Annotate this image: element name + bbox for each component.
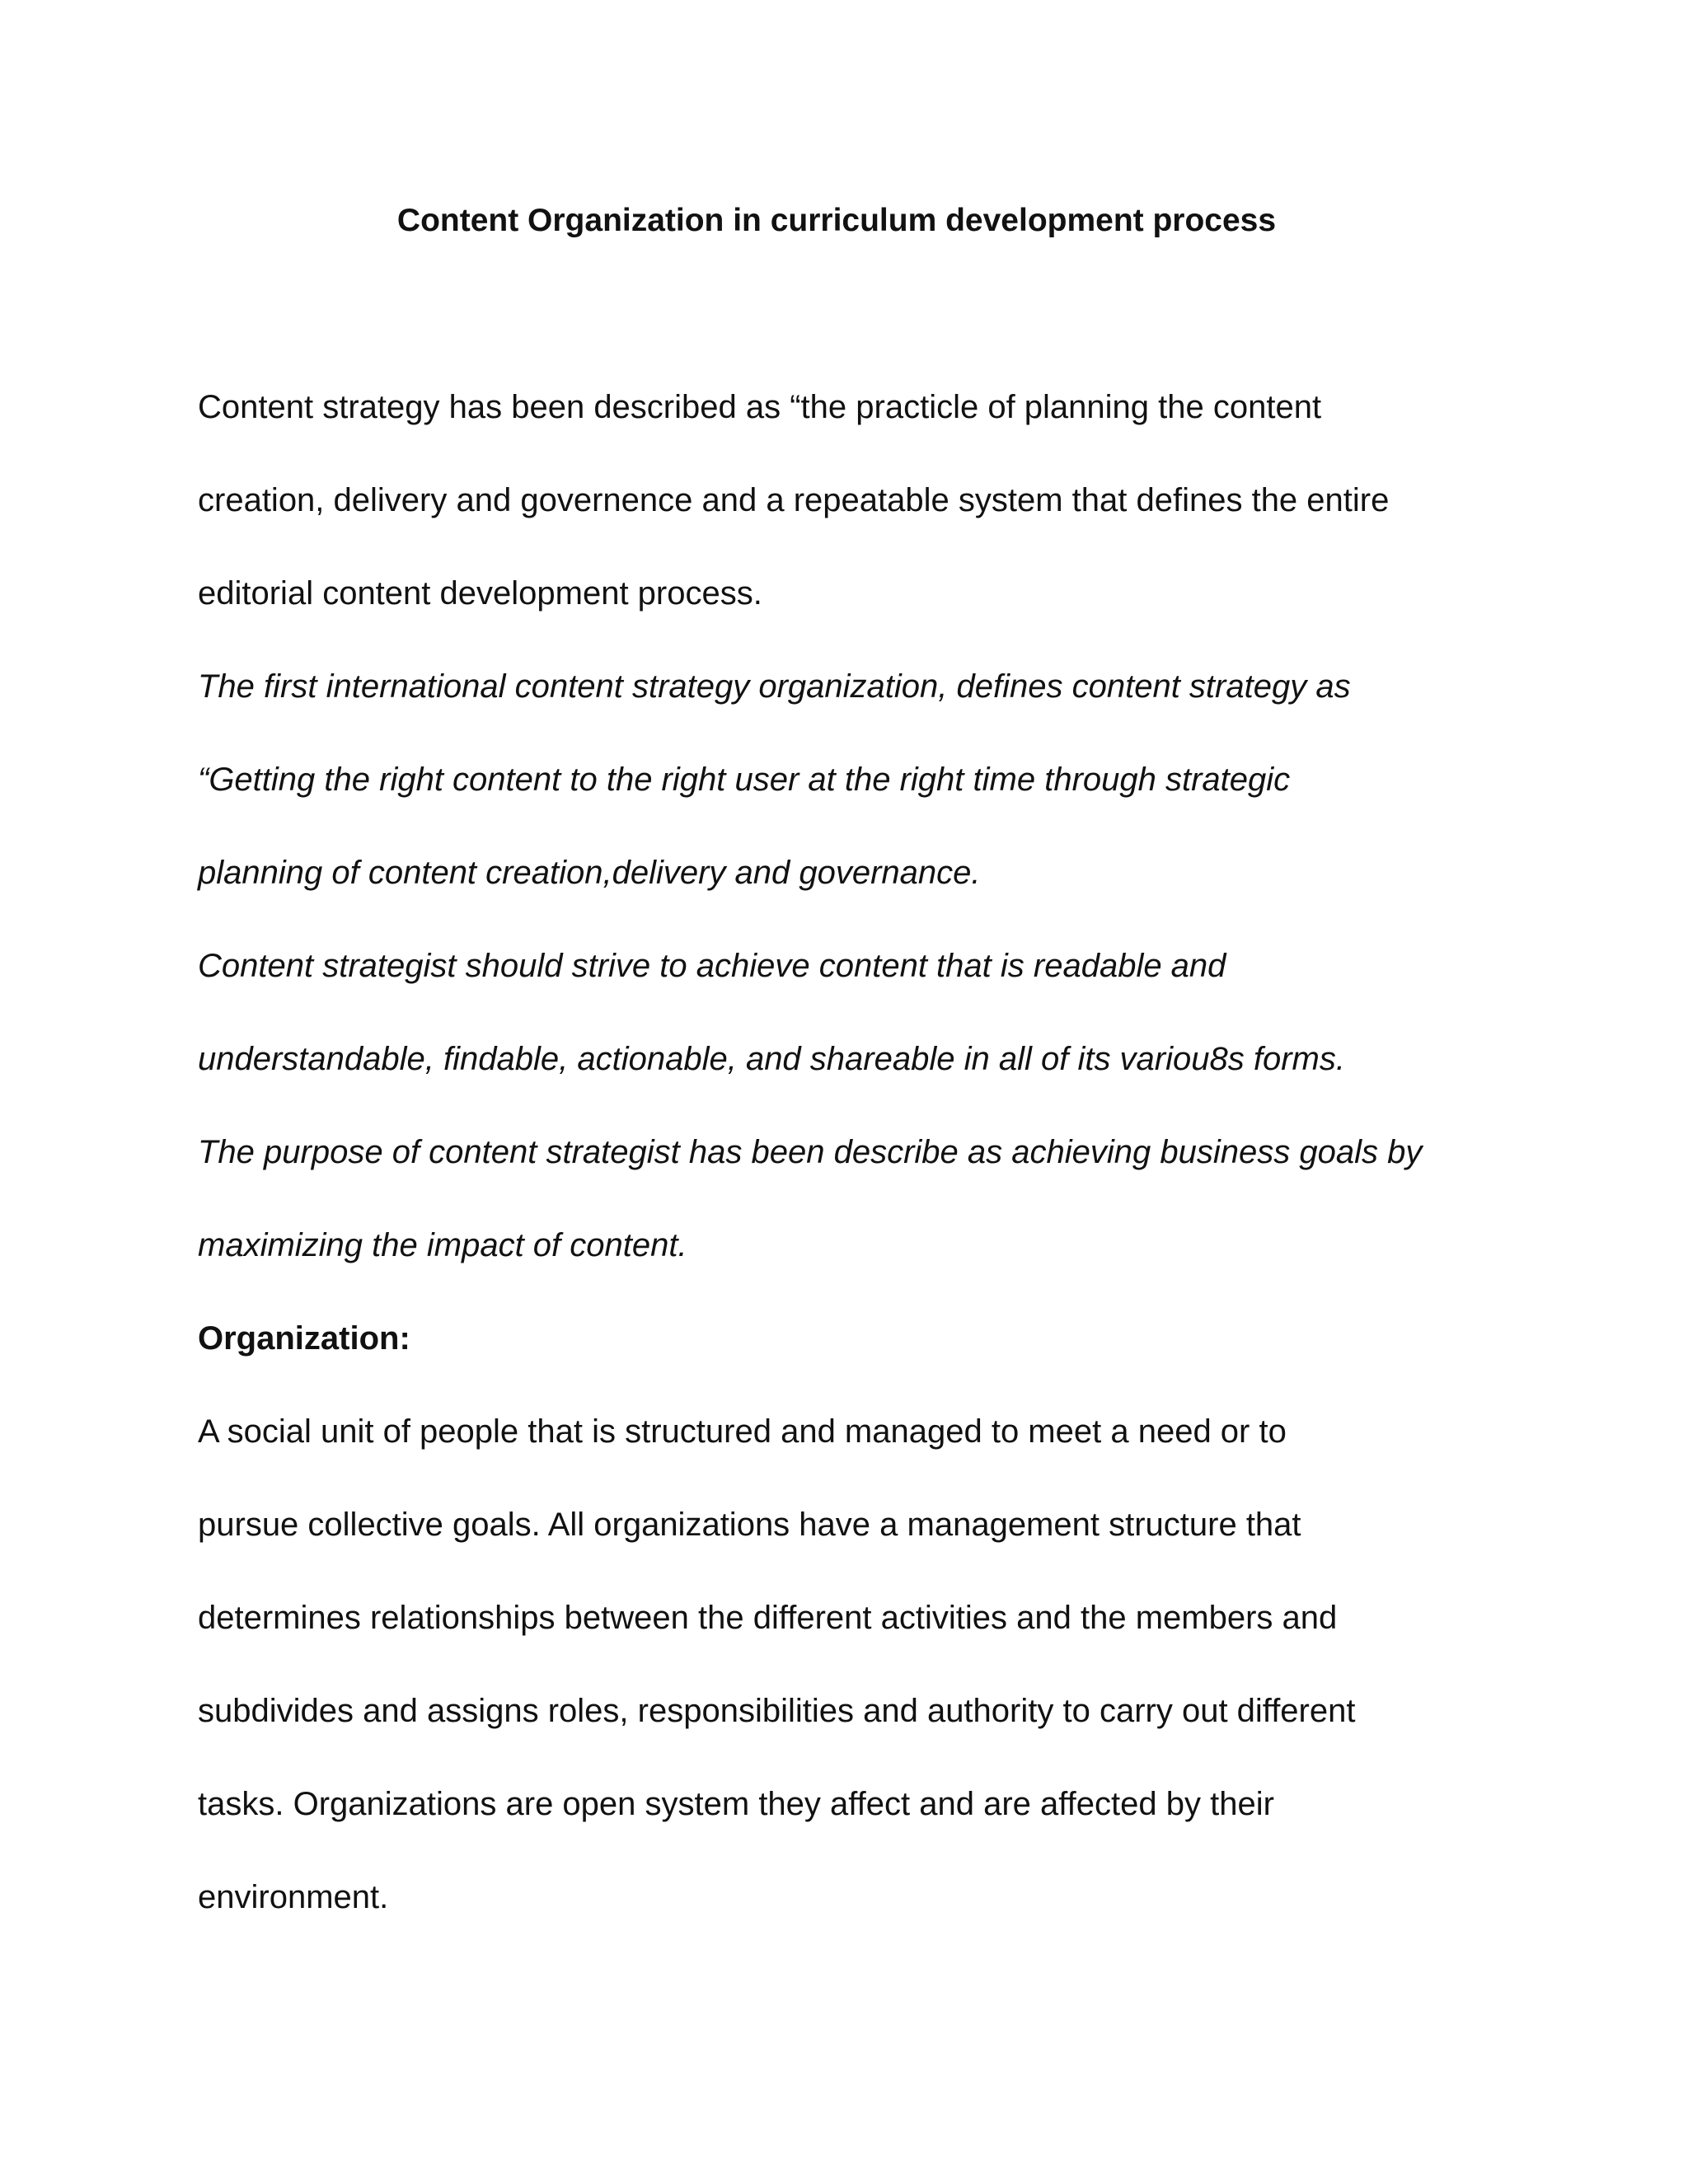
text-line: Content strategist should strive to achieve content that is readable and xyxy=(198,948,1226,984)
text-line: pursue collective goals. All organizations have a management structure that xyxy=(198,1507,1301,1543)
page-title: Content Organization in curriculum development process xyxy=(396,203,1277,238)
section-heading: Organization: xyxy=(198,1320,410,1357)
text-line: “Getting the right content to the right user at the right time through strategic xyxy=(198,762,1291,798)
text-line: Content strategy has been described as “the practicle of planning the content xyxy=(198,389,1322,425)
text-line: environment. xyxy=(198,1879,389,1915)
text-line: determines relationships between the different activities and the members and xyxy=(198,1600,1338,1636)
text-line: planning of content creation,delivery and governance. xyxy=(198,855,981,891)
text-line: creation, delivery and governence and a repeatable system that defines the entire xyxy=(198,482,1390,518)
text-line: maximizing the impact of content. xyxy=(198,1227,687,1263)
text-line: subdivides and assigns roles, responsibilities and authority to carry out different xyxy=(198,1693,1356,1729)
text-line: The first international content strategy organization, defines content strategy as xyxy=(198,668,1351,705)
text-line: tasks. Organizations are open system they affect and are affected by their xyxy=(198,1786,1274,1822)
text-line: understandable, findable, actionable, and shareable in all of its variou8s forms. xyxy=(198,1041,1345,1077)
text-line: The purpose of content strategist has been describe as achieving business goals by xyxy=(198,1134,1423,1170)
text-line: A social unit of people that is structured and managed to meet a need or to xyxy=(198,1413,1287,1450)
text-line: editorial content development process. xyxy=(198,575,762,612)
